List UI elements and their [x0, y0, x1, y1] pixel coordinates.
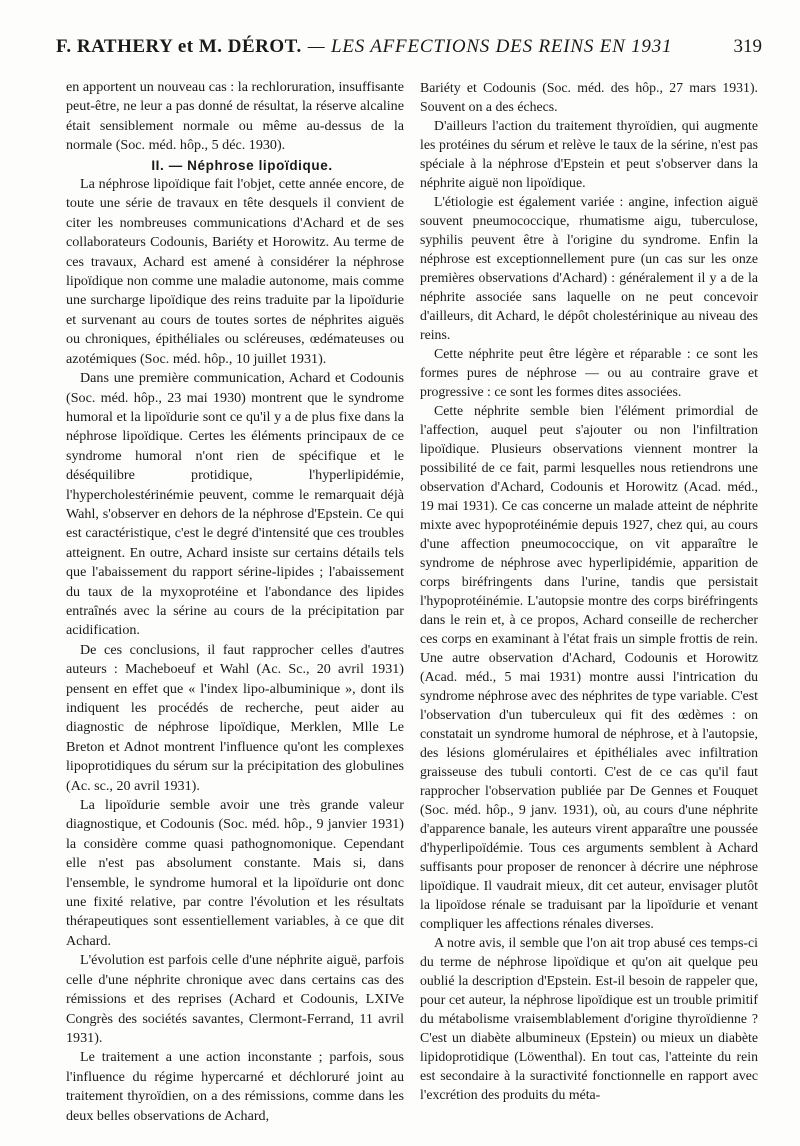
running-header — [56, 36, 762, 70]
paragraph: Dans une première communication, Achard et Codounis (Soc. méd. hôp., 23 mai 1930) montrent que le syndrome humoral et la lipoïdurie sont ce qu'il y a de plus fixe dans la néphrose lipoïdique. Certes les éléments principaux de ce syndrome humoral n'ont rien de spécifique et le déséquilibre protidique, l'hyperlipidémie, l'hypercholestérinémie peuvent, comme le remarquait déjà Wahl, s'observer en dehors de la néphrose d'Epstein. Ce qui est caractéristique, c'est le degré d'intensité que ces troubles atteignent. En outre, Achard insiste sur certains détails tels que l'abaissement du rapport sérine-lipides ; l'abaissement du taux de la myxoprotéine et l'abondance des lipides entraînés avec la sérine au cours de la précipitation par acidification. — [66, 370, 404, 639]
paragraph: Cette néphrite peut être légère et réparable : ce sont les formes pures de néphrose — ou au contraire grave et progressive : ce sont les formes dites associées. — [420, 346, 758, 399]
paragraph: La lipoïdurie semble avoir une très grande valeur diagnostique, et Codounis (Soc. méd. hôp., 9 janvier 1931) la considère comme quasi pathognomonique. Cependant elle n'est pas absolument constante. Mais si, dans l'ensemble, le syndrome humoral et la lipoïdurie ont donc une fixité relative, par contre l'évolution et les résultats thérapeutiques sont essentiellement variables, à ce que dit Achard. — [66, 797, 404, 949]
page-number: 319 — [733, 36, 762, 57]
paragraph: Bariéty et Codounis (Soc. méd. des hôp., 27 mars 1931). Souvent on a des échecs. — [420, 80, 758, 114]
paragraph: A notre avis, il semble que l'on ait trop abusé ces temps-ci du terme de néphrose lipoïdique et qu'on ait quelque peu oublié la description d'Epstein. Est-il besoin de rappeler que, pour cet auteur, la néphrose lipoïdique est un trouble primitif du métabolisme vraisemblablement d'origine thyroïdienne ? C'est un diabète albumineux (Epstein) ou mieux un diabète lipidoprotidique (Löwenthal). En tout cas, l'atteinte du rein est secondaire à la suractivité fonctionnelle en rapport avec l'excrétion des produits du méta- — [420, 935, 758, 1102]
header-authors: F. RATHERY et M. DÉROT. — [56, 36, 302, 57]
paragraph: De ces conclusions, il faut rapprocher celles d'autres auteurs : Macheboeuf et Wahl (Ac. Sc., 20 avril 1931) pensent en effet que « l'index lipo-albuminique », dont ils indiquent les procédés de recherche, peut aider au diagnostic de néphrose lipoïdique, Merklen, Mlle Le Breton et Adnot montrent l'influence qu'ont les complexes lipoprotidiques du sérum sur la précipitation des globulines (Ac. sc., 20 avril 1931). — [66, 641, 404, 794]
paragraph: La néphrose lipoïdique fait l'objet, cette année encore, de toute une série de travaux en tête desquels il convient de citer les nombreuses communications d'Achard et de ses collaborateurs Codounis, Bariéty et Horowitz. Au terme de ces travaux, Achard est amené à considérer la néphrose lipoïdique non comme une maladie autonome, mais comme une surcharge lipoïdique des reins traduite par la lipoïdurie et survenant au cours de toutes sortes de néphrites aiguës ou chroniques, épithéliales ou scléreuses, œdémateuses ou azotémiques (Soc. méd. hôp., 10 juillet 1931). — [66, 176, 404, 367]
left-column — [66, 78, 404, 1126]
paragraph: L'évolution est parfois celle d'une néphrite aiguë, parfois celle d'une néphrite chronique avec dans certains cas des rémissions et des reprises (Achard et Codounis, LXIVe Congrès des sociétés savantes, Clermont-Ferrand, 11 avril 1931). — [66, 952, 404, 1046]
paragraph: L'étiologie est également variée : angine, infection aiguë souvent pneumococcique, rhumatisme aigu, tuberculose, syphilis peuvent être à l'origine du syndrome. Enfin la néphrose est exceptionnellement pure (un cas sur les onze premières observations d'Achard) : généralement il y a de la néphrite associée sans laquelle on ne peut concevoir d'ailleurs, dit Achard, le dépôt cholestérinique au niveau des reins. — [420, 194, 758, 342]
paragraph: en apportent un nouveau cas : la rechloruration, insuffisante peut-être, ne leur a pas donné de résultat, la réserve alcaline était sensiblement normale ou même au-dessus de la normale (Soc. méd. hôp., 5 déc. 1930). — [66, 79, 404, 154]
paragraph: Le traitement a une action inconstante ; parfois, sous l'influence du régime hypercarné et déchloruré joint au traitement thyroïdien, on a des rémissions, comme dans les deux belles observations de Achard, — [66, 1049, 404, 1124]
paragraph: D'ailleurs l'action du traitement thyroïdien, qui augmente les protéines du sérum et relève le taux de la sérine, n'est pas spéciale à la néphrose d'Epstein et peut s'observer dans la néphrite aiguë non lipoïdique. — [420, 118, 758, 190]
header-title: — LES AFFECTIONS DES REINS EN 1931 — [307, 36, 673, 57]
right-column — [420, 78, 758, 1104]
paragraph: Cette néphrite semble bien l'élément primordial de l'affection, auquel peut s'ajouter ou non l'infiltration lipoïdique. Plusieurs observations viennent montrer la possibilité de ce fait, parmi lesquelles nous retiendrons une observation d'Achard, Codounis et Horowitz (Acad. méd., 19 mai 1931). Ce cas concerne un malade atteint de néphrite mixte avec hypoprotéinémie depuis 1927, chez qui, au cours d'une affection pneumococcique, on vit apparaître le syndrome de néphrose avec hyperlipidémie, apparition de corps biréfringents dans l'urine, tandis que persistait l'hypoprotéinémie. L'autopsie montre des corps biréfringents dans le rein et, à ce propos, Achard conseille de rechercher ces corps en examinant à l'état frais un simple frottis de rein. Une autre observation d'Achard, Codounis et Horowitz (Acad. méd., 5 mai 1931) montre aussi l'intrication du syndrome néphrose avec des néphrites de type variable. C'est l'observation d'un tuberculeux qui fit des œdèmes : on constatait un syndrome humoral de néphrose, et à l'autopsie, des lésions glomérulaires et épithéliales avec infiltration graisseuse des tubuli contorti. C'est de ce cas qu'il faut rapprocher l'observation publiée par De Gennes et Fouquet (Soc. méd. hôp., 9 janv. 1931), où, au cours d'une néphrite d'apparence banale, les auteurs virent apparaître une poussée d'hyperlipoïdémie. Tous ces arguments semblent à Achard suffisants pour proposer de renoncer à décrire une néphrose lipoïdique. Il vaudrait mieux, dit cet auteur, envisager plutôt la lipoïdose rénale se traduisant par la lipoïdurie et venant compliquer les affections rénales diverses. — [420, 403, 758, 931]
section-title: II. — Néphrose lipoïdique. — [151, 157, 333, 173]
